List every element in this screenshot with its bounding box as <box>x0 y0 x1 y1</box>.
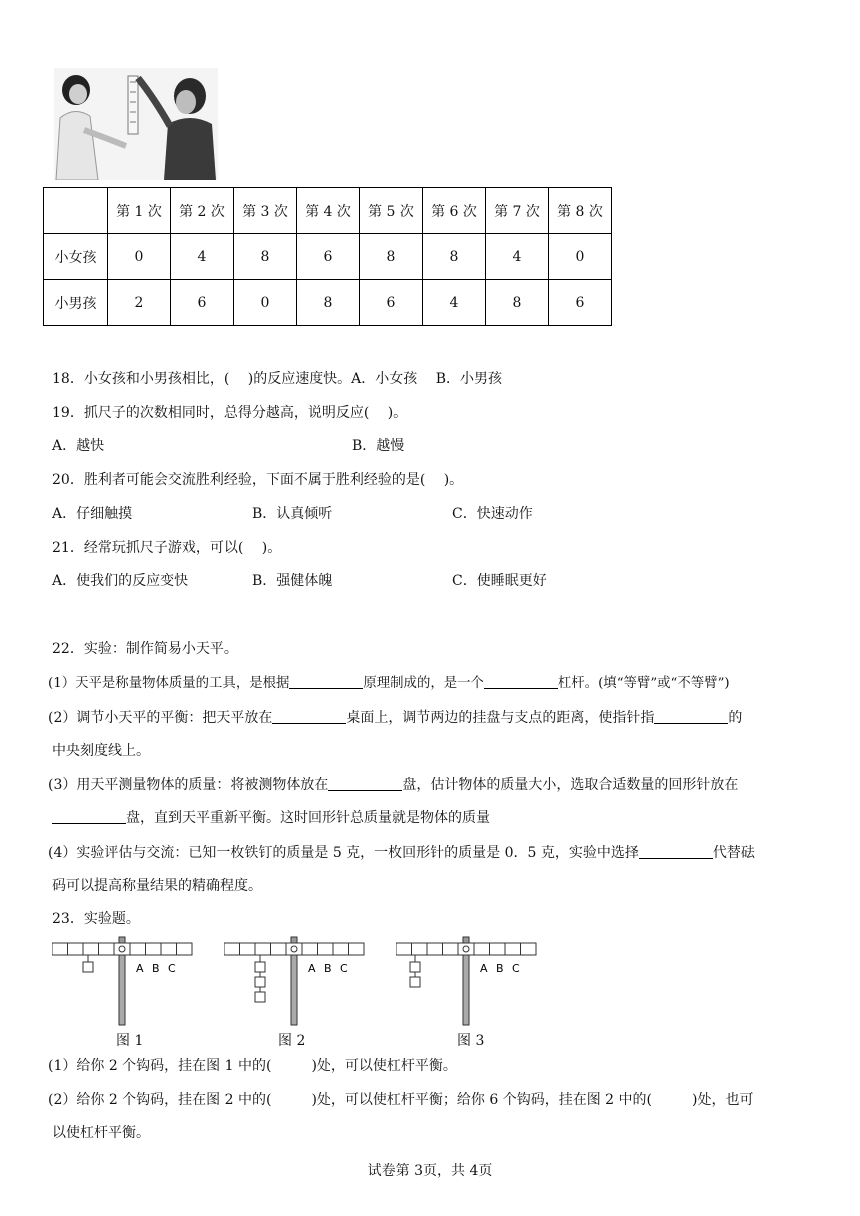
q22-p4-text: (4）实验评估与交流：已知一枚铁钉的质量是 5 克，一枚回形针的质量是 0．5 克，实验中选择 <box>48 845 639 861</box>
q21-option-b: B．强健体魄 <box>252 573 333 589</box>
q22-p3-text: 盘，估计物体的质量大小，选取合适数量的回形针放在 <box>402 777 739 793</box>
score-cell: 6 <box>297 234 360 280</box>
lever-label: B <box>324 962 332 975</box>
answer-blank[interactable] <box>654 709 728 724</box>
lever-label: C <box>512 962 520 975</box>
q22-p1-text: 原理制成的，是一个 <box>363 676 484 691</box>
table-header-cell: 第 8 次 <box>549 188 612 234</box>
figure-3-caption: 图 3 <box>457 1033 485 1049</box>
table-header-cell: 第 2 次 <box>171 188 234 234</box>
table-header-cell: 第 1 次 <box>108 188 171 234</box>
q22-part-4 <box>48 842 755 862</box>
lever-figure-3 <box>396 934 540 1030</box>
question-21: 21．经常玩抓尺子游戏，可以( )。 <box>52 540 282 556</box>
lever-label: A <box>308 962 316 975</box>
answer-blank[interactable] <box>272 709 346 724</box>
score-cell: 6 <box>171 280 234 326</box>
answer-blank[interactable] <box>52 809 126 824</box>
table-row-girl <box>44 234 612 280</box>
score-cell: 8 <box>486 280 549 326</box>
score-cell: 8 <box>360 234 423 280</box>
answer-blank[interactable] <box>289 674 363 689</box>
row-label: 小男孩 <box>44 280 108 326</box>
question-20: 20．胜利者可能会交流胜利经验，下面不属于胜利经验的是( )。 <box>52 472 464 488</box>
q22-part-4-cont: 码可以提高称量结果的精确程度。 <box>52 878 262 894</box>
q22-p2-text: 桌面上，调节两边的挂盘与支点的距离，使指针指 <box>346 710 655 726</box>
question-22-title: 22．实验：制作简易小天平。 <box>52 641 238 657</box>
ruler-game-photo <box>54 68 218 180</box>
table-corner-cell <box>44 188 108 234</box>
q20-option-a: A．仔细触摸 <box>52 506 133 522</box>
q22-p1-text: 杠杆。(填“等臂”或“不等臂”) <box>557 676 730 691</box>
lever-figure-2 <box>224 934 368 1030</box>
score-cell: 4 <box>171 234 234 280</box>
question-19: 19．抓尺子的次数相同时，总得分越高，说明反应( )。 <box>52 405 408 421</box>
score-cell: 0 <box>549 234 612 280</box>
score-cell: 0 <box>234 280 297 326</box>
lever-figure-1 <box>52 934 196 1030</box>
q23-part-1 <box>48 1055 457 1075</box>
q21-option-a: A．使我们的反应变快 <box>52 573 189 589</box>
q23-part-2-cont: 以使杠杆平衡。 <box>52 1125 150 1141</box>
q22-p2-text: 的 <box>728 710 743 726</box>
q22-part-2-cont: 中央刻度线上。 <box>52 743 150 759</box>
q22-p3-text: (3）用天平测量物体的质量：将被测物体放在 <box>48 777 329 793</box>
reaction-score-table <box>43 187 612 326</box>
row-label: 小女孩 <box>44 234 108 280</box>
score-cell: 6 <box>360 280 423 326</box>
question-18: 18．小女孩和小男孩相比，( )的反应速度快。A．小女孩 B．小男孩 <box>52 371 503 387</box>
q19-option-b: B．越慢 <box>352 438 405 454</box>
q20-option-b: B．认真倾听 <box>252 506 333 522</box>
table-header-cell: 第 4 次 <box>297 188 360 234</box>
q20-option-c: C．快速动作 <box>452 506 533 522</box>
table-header-cell: 第 6 次 <box>423 188 486 234</box>
answer-blank[interactable] <box>484 674 558 689</box>
figure-2-caption: 图 2 <box>278 1033 306 1049</box>
score-cell: 4 <box>423 280 486 326</box>
table-header-cell: 第 7 次 <box>486 188 549 234</box>
table-header-cell: 第 5 次 <box>360 188 423 234</box>
score-cell: 8 <box>423 234 486 280</box>
score-cell: 8 <box>297 280 360 326</box>
q21-option-c: C．使睡眠更好 <box>452 573 547 589</box>
q23-p1-text: )处，可以使杠杆平衡。 <box>311 1058 457 1074</box>
lever-label: B <box>496 962 504 975</box>
q22-part-3 <box>48 774 738 794</box>
q22-p2-text: (2）调节小天平的平衡：把天平放在 <box>48 710 273 726</box>
lever-label: A <box>480 962 488 975</box>
answer-blank[interactable] <box>639 844 713 859</box>
q23-p1-text: (1）给你 2 个钩码，挂在图 1 中的( <box>48 1058 272 1074</box>
q23-p2-text: (2）给你 2 个钩码，挂在图 2 中的( <box>48 1092 272 1108</box>
score-cell: 8 <box>234 234 297 280</box>
q19-option-a: A．越快 <box>52 438 105 454</box>
q22-part-2 <box>48 707 742 727</box>
table-header-cell: 第 3 次 <box>234 188 297 234</box>
figure-1-caption: 图 1 <box>116 1033 144 1049</box>
score-cell: 4 <box>486 234 549 280</box>
q22-p4-text: 代替砝 <box>712 845 755 861</box>
page-footer: 试卷第 3页，共 4页 <box>367 1163 493 1179</box>
lever-label: B <box>152 962 160 975</box>
lever-label: C <box>340 962 348 975</box>
score-cell: 2 <box>108 280 171 326</box>
q22-p1-text: (1）天平是称量物体质量的工具，是根据 <box>48 676 290 691</box>
score-cell: 6 <box>549 280 612 326</box>
table-row-boy <box>44 280 612 326</box>
q22-part-1 <box>48 672 730 691</box>
q23-p2-text: )处，也可 <box>692 1092 754 1108</box>
question-23-title: 23．实验题。 <box>52 911 140 927</box>
q23-part-2 <box>48 1089 753 1109</box>
q22-p3-text: 盘，直到天平重新平衡。这时回形针总质量就是物体的质量 <box>126 810 490 826</box>
table-header-row <box>44 188 612 234</box>
answer-blank[interactable] <box>328 776 402 791</box>
lever-label: A <box>136 962 144 975</box>
q23-p2-text: )处，可以使杠杆平衡；给你 6 个钩码，挂在图 2 中的( <box>311 1092 652 1108</box>
q22-part-3-cont <box>52 807 490 827</box>
score-cell: 0 <box>108 234 171 280</box>
lever-label: C <box>168 962 176 975</box>
